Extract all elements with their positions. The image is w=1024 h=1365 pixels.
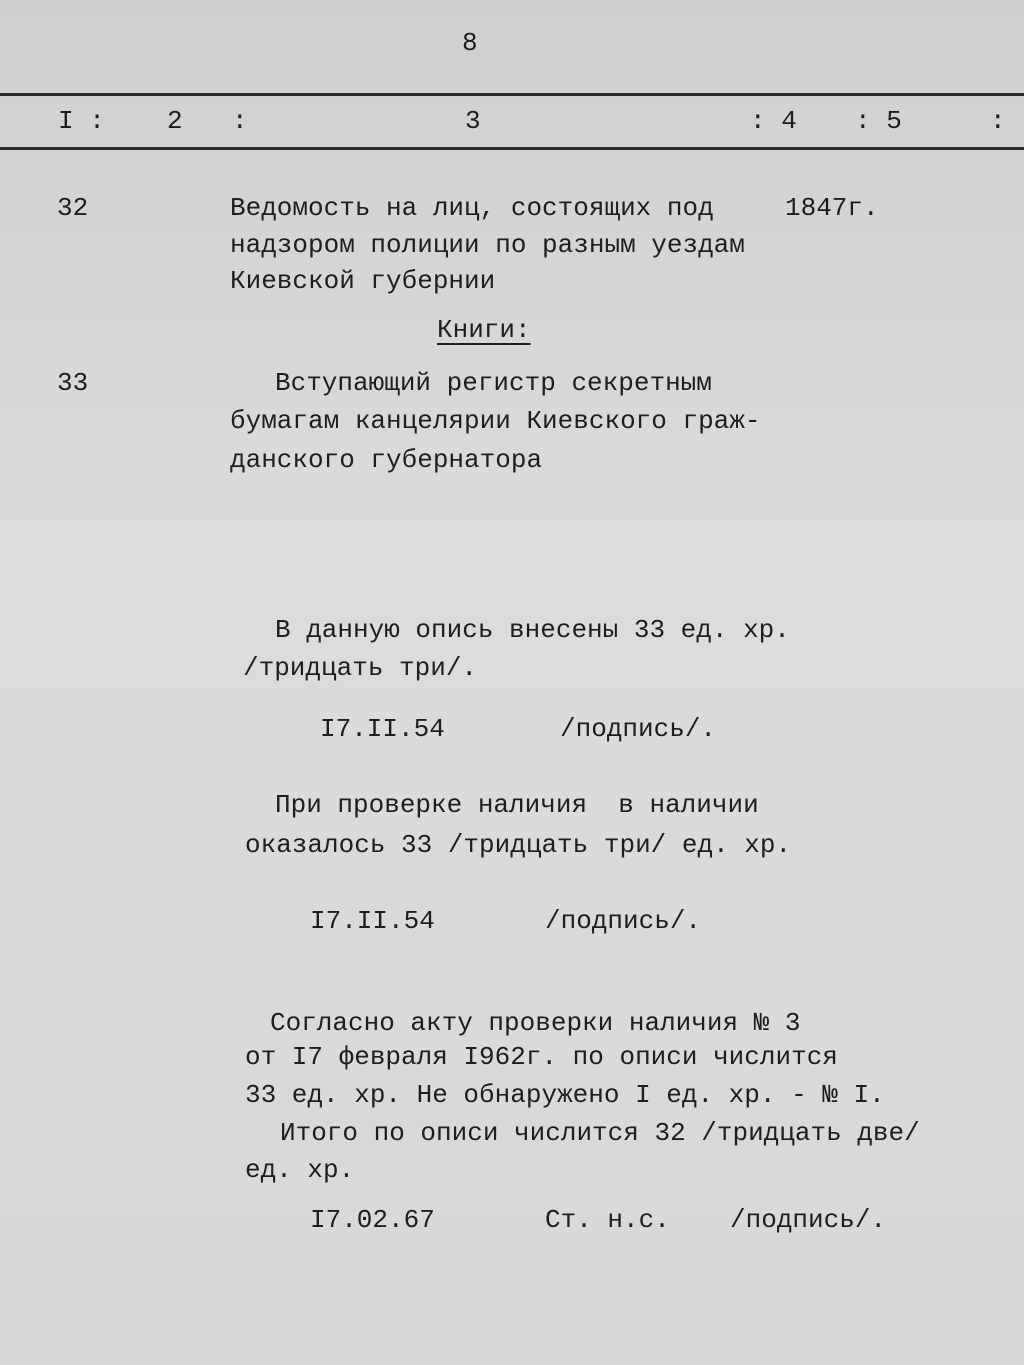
note-line: оказалось 33 /тридцать три/ ед. хр. <box>245 830 792 860</box>
section-heading: Книги: <box>437 315 531 345</box>
note-line: Согласно акту проверки наличия № 3 <box>270 1008 801 1038</box>
note-line: Итого по описи числится 32 /тридцать две/ <box>280 1118 920 1148</box>
column-header-3: 3 <box>465 106 481 136</box>
entry-date: 1847г. <box>785 193 879 223</box>
entry-line: Киевской губернии <box>230 266 496 296</box>
column-header-2: 2 <box>167 106 183 136</box>
column-separator-end: : <box>990 106 1006 136</box>
entry-line: данского губернатора <box>230 445 543 475</box>
note-line: от I7 февраля I962г. по описи числится <box>245 1042 838 1072</box>
note-signature: /подпись/. <box>560 714 717 744</box>
note-line: В данную опись внесены 33 ед. хр. <box>275 615 790 645</box>
column-separator: : <box>232 106 248 136</box>
note-line: ед. хр. <box>245 1155 355 1185</box>
note-date: I7.02.67 <box>310 1205 435 1235</box>
page-number: 8 <box>462 28 478 58</box>
entry-line: Вступающий регистр секретным <box>275 368 712 398</box>
header-rule-top <box>0 93 1024 96</box>
note-signature: /подпись/. <box>545 906 702 936</box>
entry-line: бумагам канцелярии Киевского граж- <box>230 406 761 436</box>
note-position: Ст. н.с. <box>545 1205 670 1235</box>
entry-line: надзором полиции по разным уездам <box>230 230 745 260</box>
entry-number: 33 <box>57 368 89 398</box>
entry-line: Ведомость на лиц, состоящих под <box>230 193 714 223</box>
note-date: I7.II.54 <box>320 714 445 744</box>
column-header-5: : 5 <box>855 106 902 136</box>
note-date: I7.II.54 <box>310 906 435 936</box>
note-line: 33 ед. хр. Не обнаружено I ед. хр. - № I. <box>245 1080 885 1110</box>
column-header-4: : 4 <box>750 106 797 136</box>
note-line: /тридцать три/. <box>243 653 478 683</box>
header-rule-bottom <box>0 147 1024 150</box>
note-signature: /подпись/. <box>730 1205 887 1235</box>
column-header-1: I : <box>58 106 105 136</box>
entry-number: 32 <box>57 193 89 223</box>
note-line: При проверке наличия в наличии <box>275 790 759 820</box>
